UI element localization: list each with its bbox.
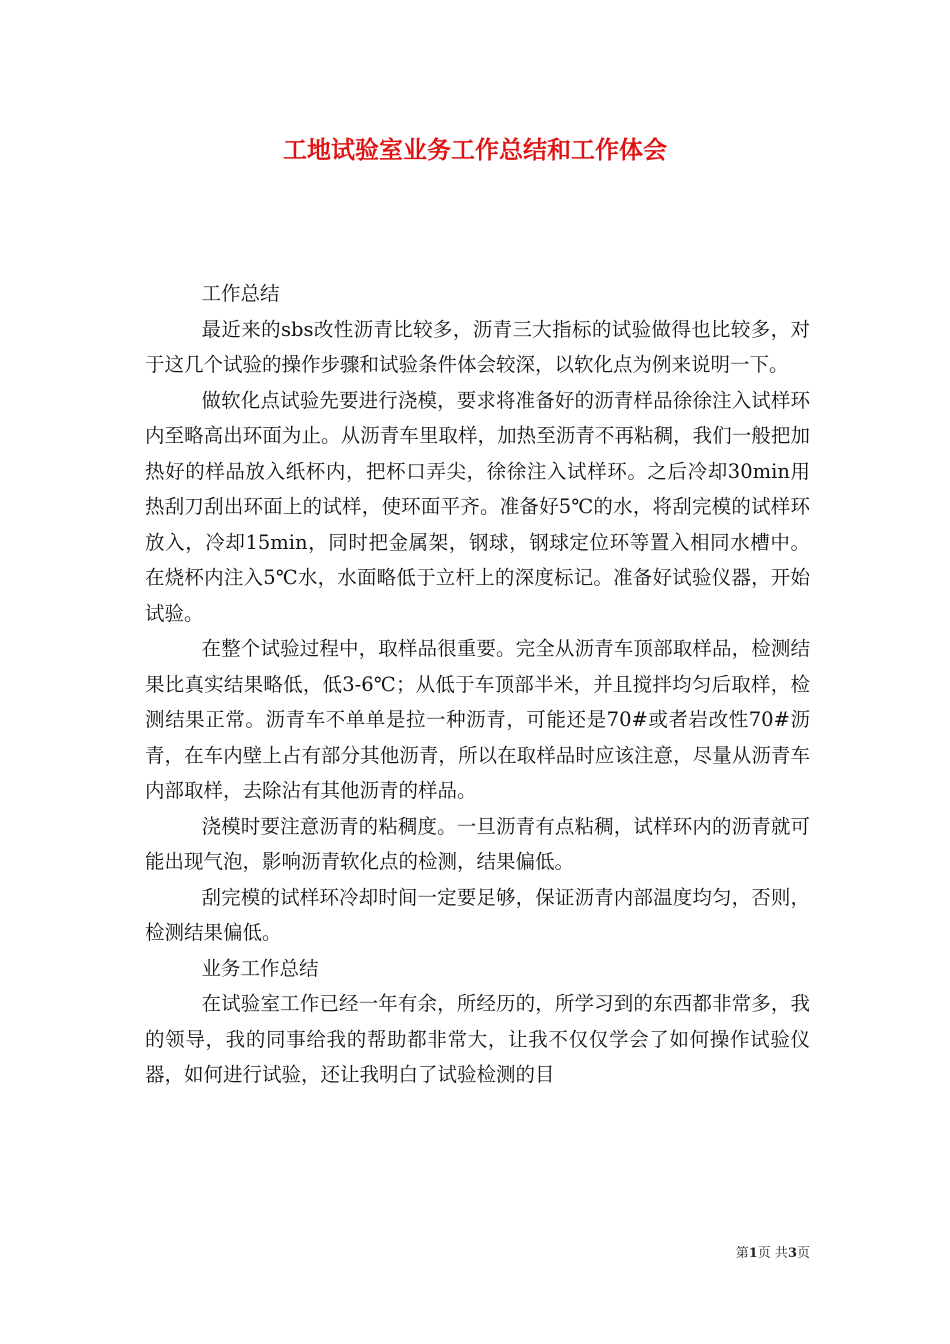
page-footer	[690, 1245, 810, 1263]
footer-prefix: 第	[735, 1246, 749, 1261]
section-heading-business-summary: 业务工作总结	[201, 956, 319, 980]
paragraph: 做软化点试验先要进行浇模，要求将准备好的沥青样品徐徐注入试样环内至略高出环面为止。从沥青车里取样，加热至沥青不再粘稠，我们一般把加热好的样品放入纸杯内，把杯口弄尖，徐徐注入试样环。之后冷却30min用热刮刀刮出环面上的试样，使环面平齐。准备好5℃的水，将刮完模的试样环放入，冷却15min，同时把金属架，钢球，钢球定位环等置入相同水槽中。在烧杯内注入5℃水，水面略低于立杆上的深度标记。准备好试验仪器，开始试验。	[145, 388, 810, 625]
paragraph: 在试验室工作已经一年有余，所经历的，所学习到的东西都非常多，我的领导，我的同事给我的帮助都非常大，让我不仅仅学会了如何操作试验仪器，如何进行试验，还让我明白了试验检测的目	[145, 992, 810, 1086]
current-page-number: 1	[748, 1246, 758, 1261]
paragraph: 最近来的sbs改性沥青比较多，沥青三大指标的试验做得也比较多，对于这几个试验的操作步骤和试验条件体会较深，以软化点为例来说明一下。	[145, 317, 810, 376]
section-heading-work-summary: 工作总结	[201, 282, 280, 305]
document-body	[145, 276, 810, 1093]
footer-suffix: 页	[796, 1246, 810, 1261]
paragraph: 在整个试验过程中，取样品很重要。完全从沥青车顶部取样品，检测结果比真实结果略低，低3-6℃；从低于车顶部半米，并且搅拌均匀后取样，检测结果正常。沥青车不单单是拉一种沥青，可能还是70#或者岩改性70#沥青，在车内壁上占有部分其他沥青，所以在取样品时应该注意，尽量从沥青车内部取样，去除沾有其他沥青的样品。	[145, 637, 810, 802]
total-pages-number: 3	[787, 1246, 797, 1261]
paragraph: 刮完模的试样环冷却时间一定要足够，保证沥青内部温度均匀，否则，检测结果偏低。	[145, 885, 810, 944]
page-title: 工地试验室业务工作总结和工作体会	[283, 135, 667, 164]
footer-middle: 页 共	[757, 1246, 788, 1261]
paragraph: 浇模时要注意沥青的粘稠度。一旦沥青有点粘稠，试样环内的沥青就可能出现气泡，影响沥青软化点的检测，结果偏低。	[145, 814, 810, 873]
